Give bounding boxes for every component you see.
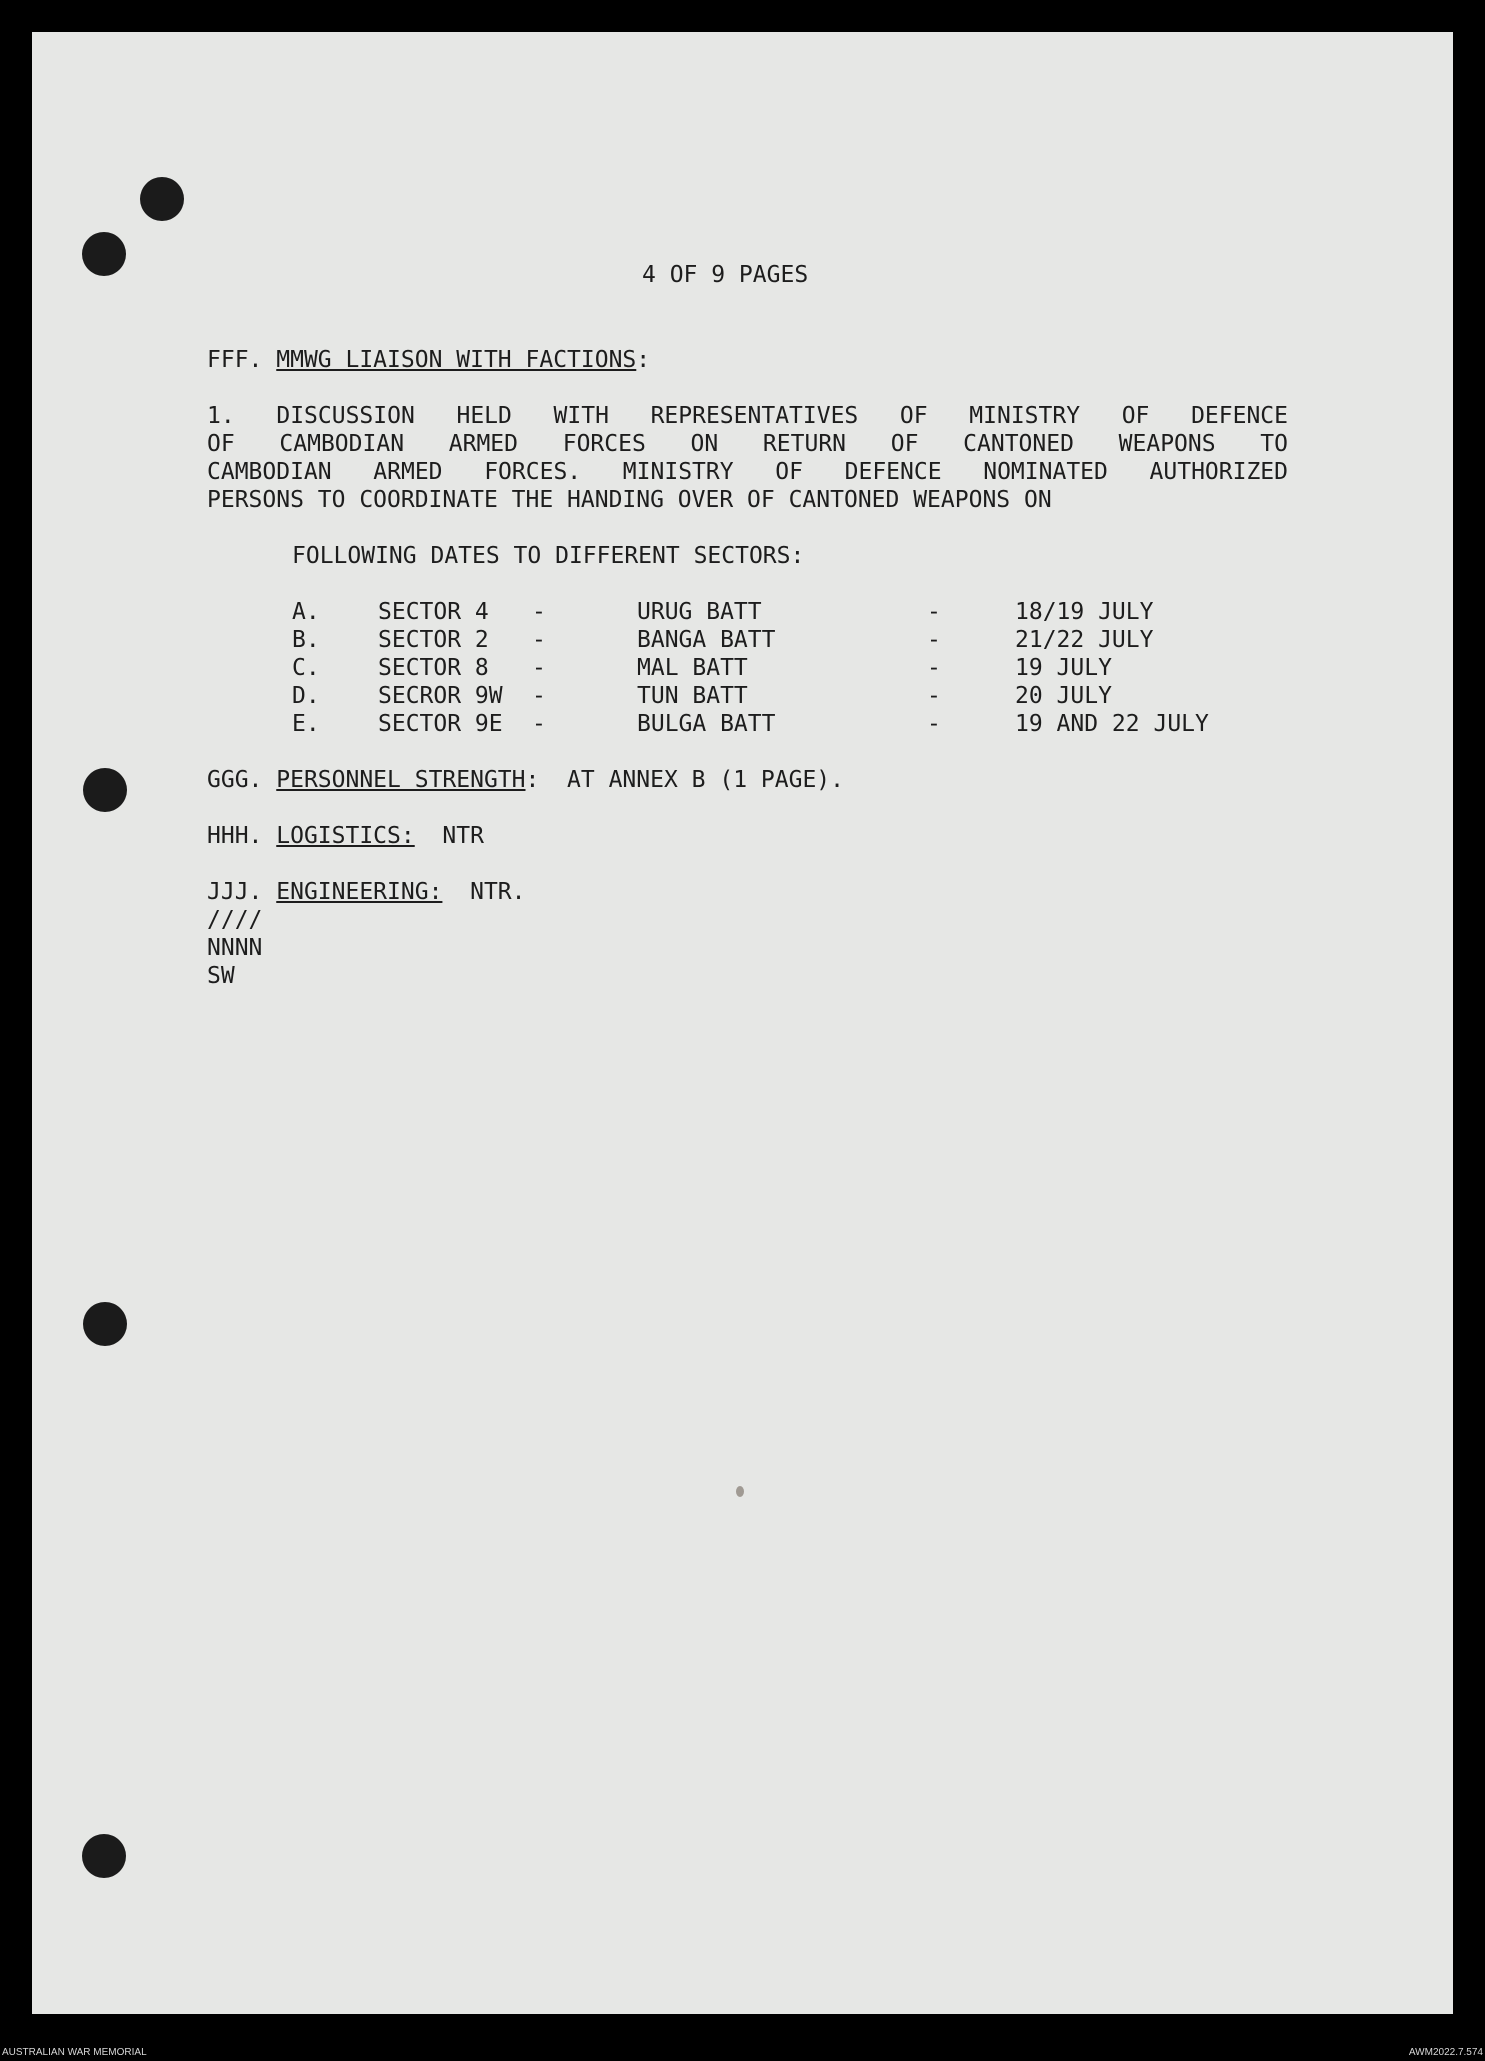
sector-battalion: MAL BATT (637, 655, 748, 681)
following-dates-line: FOLLOWING DATES TO DIFFERENT SECTORS: (292, 543, 805, 569)
section-ggg-heading (207, 766, 844, 794)
paragraph-1-line-3: CAMBODIAN ARMED FORCES. MINISTRY OF DEFENCE NOMINATED AUTHORIZED (207, 459, 1288, 485)
sector-name: SECTOR 9E (378, 711, 503, 737)
end-mark: SW (207, 963, 235, 989)
sector-battalion: BANGA BATT (637, 627, 776, 653)
sector-battalion: URUG BATT (637, 599, 762, 625)
section-fff-heading (207, 346, 650, 374)
sector-row (292, 598, 1292, 626)
sector-letter: D. (292, 683, 320, 709)
sector-dash: - (532, 711, 546, 737)
sector-letter: E. (292, 711, 320, 737)
section-ggg-prefix: GGG. (207, 767, 263, 793)
sector-letter: C. (292, 655, 320, 681)
sector-row (292, 654, 1292, 682)
paragraph-1-line-2: OF CAMBODIAN ARMED FORCES ON RETURN OF CANTONED WEAPONS TO (207, 431, 1288, 457)
sector-letter: B. (292, 627, 320, 653)
end-mark: NNNN (207, 935, 263, 961)
section-jjj-title: ENGINEERING: (276, 879, 443, 905)
footer-archive-name: AUSTRALIAN WAR MEMORIAL (2, 2047, 147, 2058)
section-hhh-heading (207, 822, 484, 850)
sector-date: 19 AND 22 JULY (1015, 711, 1209, 737)
sector-date: 19 JULY (1015, 655, 1112, 681)
sector-row (292, 626, 1292, 654)
sector-date: 20 JULY (1015, 683, 1112, 709)
document-page (32, 32, 1453, 2014)
section-fff-prefix: FFF. (207, 347, 263, 373)
section-fff-colon: : (636, 347, 651, 373)
sector-name: SECTOR 2 (378, 627, 489, 653)
sector-row (292, 682, 1292, 710)
sector-dash: - (532, 655, 546, 681)
paragraph-1-line-4: PERSONS TO COORDINATE THE HANDING OVER OF CANTONED WEAPONS ON (207, 487, 1052, 513)
section-hhh-text: NTR (414, 823, 484, 849)
page-header: 4 OF 9 PAGES (642, 262, 809, 288)
sector-row (292, 710, 1292, 738)
end-mark: //// (207, 907, 263, 933)
section-ggg-title: PERSONNEL STRENGTH (276, 767, 526, 793)
section-jjj-heading (207, 878, 526, 906)
sector-battalion: BULGA BATT (637, 711, 776, 737)
section-fff-title: MMWG LIAISON WITH FACTIONS (276, 347, 637, 373)
typed-message (32, 32, 1453, 2014)
sector-dash: - (927, 683, 941, 709)
sector-dash: - (927, 599, 941, 625)
sector-letter: A. (292, 599, 320, 625)
sector-dash: - (532, 683, 546, 709)
sector-name: SECTOR 4 (378, 599, 489, 625)
section-ggg-text: : AT ANNEX B (1 PAGE). (525, 767, 844, 793)
sector-dash: - (532, 627, 546, 653)
sector-dash: - (532, 599, 546, 625)
section-hhh-prefix: HHH. (207, 823, 263, 849)
sector-name: SECTOR 8 (378, 655, 489, 681)
sector-date: 21/22 JULY (1015, 627, 1154, 653)
sector-name: SECROR 9W (378, 683, 503, 709)
sector-dash: - (927, 655, 941, 681)
paragraph-1-line-1: 1. DISCUSSION HELD WITH REPRESENTATIVES OF MINISTRY OF DEFENCE (207, 403, 1288, 429)
section-jjj-prefix: JJJ. (207, 879, 263, 905)
footer-reference-number: AWM2022.7.574 (1408, 2047, 1483, 2058)
sector-dash: - (927, 627, 941, 653)
sector-date: 18/19 JULY (1015, 599, 1154, 625)
section-hhh-title: LOGISTICS: (276, 823, 415, 849)
sector-battalion: TUN BATT (637, 683, 748, 709)
sector-dash: - (927, 711, 941, 737)
section-jjj-text: NTR. (442, 879, 526, 905)
